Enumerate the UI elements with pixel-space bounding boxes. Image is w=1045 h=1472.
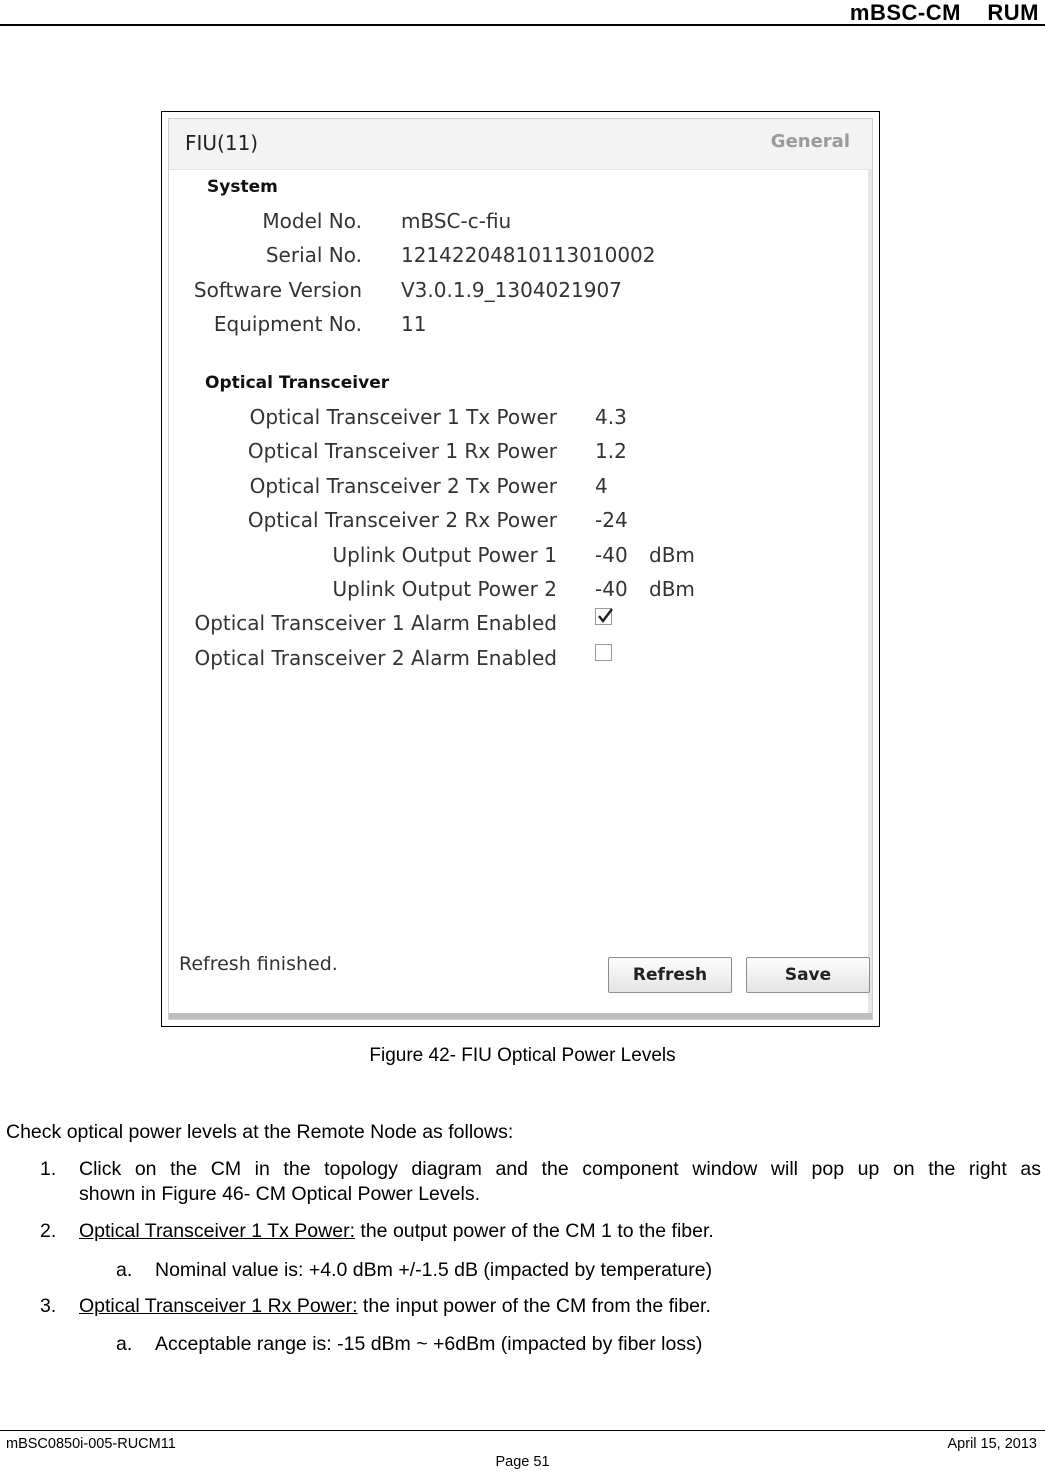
footer-divider: [0, 1430, 1045, 1431]
uplink-output-power-2-label: Uplink Output Power 2: [332, 577, 557, 601]
sublist-item-2a: Nominal value is: +4.0 dBm +/-1.5 dB (impacted by temperature): [155, 1259, 713, 1281]
checkmark-icon: [596, 607, 614, 625]
list-item-3: [79, 1294, 711, 1318]
ot1-alarm-enabled-label: Optical Transceiver 1 Alarm Enabled: [194, 611, 557, 635]
ot2-rx-power-label: Optical Transceiver 2 Rx Power: [247, 508, 557, 532]
sublist-letter-3a: a.: [116, 1333, 133, 1355]
uplink-output-power-1-label: Uplink Output Power 1: [332, 543, 557, 567]
serial-no-value: 12142204810113010002: [401, 243, 656, 267]
ot1-tx-power-value: 4.3: [595, 405, 627, 429]
footer-page-number: Page 51: [495, 1454, 550, 1470]
list-number-3: 3.: [40, 1295, 57, 1317]
uplink-output-power-2-value: -40: [595, 577, 628, 601]
model-no-label: Model No.: [262, 209, 362, 233]
fiu-window: [168, 118, 873, 1020]
ot2-alarm-enabled-checkbox[interactable]: [595, 644, 612, 661]
serial-no-label: Serial No.: [265, 243, 362, 267]
list-item-1-line2: shown in Figure 46- CM Optical Power Levels.: [79, 1183, 480, 1205]
uplink-output-power-1-value: -40: [595, 543, 628, 567]
section-optical-transceiver-heading: Optical Transceiver: [205, 373, 390, 393]
fiu-window-screenshot: [161, 111, 880, 1027]
list-item-1-line1: Click on the CM in the topology diagram and the component window will pop up on the right as: [79, 1158, 1041, 1180]
uplink-output-power-1-unit: dBm: [649, 543, 695, 567]
tab-general[interactable]: General: [770, 131, 850, 152]
rx-power-term: Optical Transceiver 1 Rx Power:: [79, 1295, 358, 1317]
ot1-rx-power-label: Optical Transceiver 1 Rx Power: [247, 439, 557, 463]
document-header-title: mBSC-CM RUM: [849, 0, 1039, 25]
software-version-label: Software Version: [193, 278, 362, 302]
list-item-2: [79, 1219, 714, 1243]
ot2-alarm-enabled-label: Optical Transceiver 2 Alarm Enabled: [194, 646, 557, 670]
ot1-rx-power-value: 1.2: [595, 439, 627, 463]
header-divider: [0, 24, 1045, 26]
refresh-button[interactable]: Refresh: [608, 957, 732, 993]
section-system-heading: System: [207, 177, 278, 197]
equipment-no-value: 11: [401, 312, 427, 336]
ot2-tx-power-value: 4: [595, 474, 608, 498]
intro-paragraph: Check optical power levels at the Remote Node as follows:: [6, 1121, 514, 1143]
ot1-alarm-enabled-checkbox[interactable]: [595, 608, 612, 625]
ot2-rx-power-value: -24: [595, 508, 628, 532]
save-button[interactable]: Save: [746, 957, 870, 993]
footer-date: April 15, 2013: [947, 1436, 1037, 1452]
ot2-tx-power-label: Optical Transceiver 2 Tx Power: [249, 474, 557, 498]
software-version-value: V3.0.1.9_1304021907: [401, 278, 622, 302]
equipment-no-label: Equipment No.: [213, 312, 362, 336]
tx-power-term: Optical Transceiver 1 Tx Power:: [79, 1220, 355, 1242]
tx-power-description: the output power of the CM 1 to the fiber.: [355, 1220, 714, 1242]
figure-caption: Figure 42- FIU Optical Power Levels: [369, 1045, 676, 1066]
status-message: Refresh finished.: [179, 953, 338, 975]
rx-power-description: the input power of the CM from the fiber.: [357, 1295, 711, 1317]
sublist-letter-2a: a.: [116, 1259, 133, 1281]
list-number-1: 1.: [40, 1158, 57, 1180]
scrollbar[interactable]: [868, 169, 872, 1019]
uplink-output-power-2-unit: dBm: [649, 577, 695, 601]
list-number-2: 2.: [40, 1220, 57, 1242]
window-titlebar: [169, 119, 872, 170]
model-no-value: mBSC-c-fiu: [401, 209, 512, 233]
ot1-tx-power-label: Optical Transceiver 1 Tx Power: [249, 405, 557, 429]
window-title: FIU(11): [185, 131, 259, 155]
footer-doc-id: mBSC0850i-005-RUCM11: [6, 1436, 176, 1452]
sublist-item-3a: Acceptable range is: -15 dBm ~ +6dBm (impacted by fiber loss): [155, 1333, 703, 1355]
window-bottom-edge: [169, 1013, 872, 1019]
